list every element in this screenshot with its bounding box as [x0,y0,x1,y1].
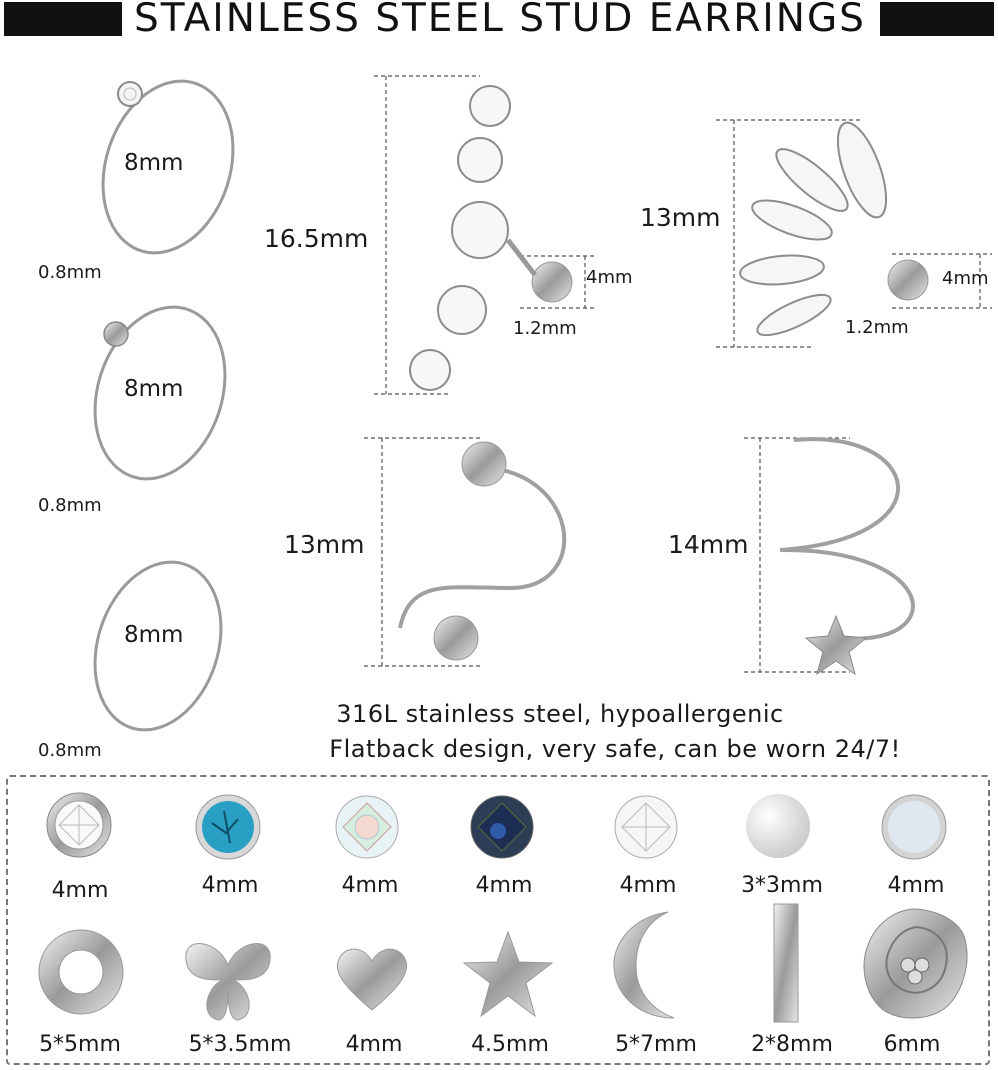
stud-4-size: 4mm [475,873,533,898]
stud-10-size: 4mm [345,1032,403,1057]
spiral-star-earring-icon [740,428,970,678]
spiral-star-height: 14mm [668,530,749,559]
hoop-1-diameter: 8mm [124,150,184,176]
hoop-2-gauge: 0.8mm [38,495,102,516]
stud-8-size: 5*5mm [39,1032,121,1057]
heart-icon [332,945,412,1015]
turquoise-icon [194,793,264,863]
dark-crystal-icon [468,793,538,863]
pearl-icon [742,790,814,862]
stud-3-size: 4mm [341,873,399,898]
stud-9-size: 5*3.5mm [188,1032,292,1057]
tagline-design: Flatback design, very safe, can be worn 24/7! [329,735,901,763]
rose-icon [858,905,974,1023]
climber-height: 16.5mm [264,224,369,253]
stud-12-size: 5*7mm [615,1032,697,1057]
bezel-crystal-icon [44,790,114,860]
header-bar-right [880,2,994,36]
stud-14-size: 6mm [883,1032,941,1057]
hoop-3-diameter: 8mm [124,622,184,648]
tagline-material: 316L stainless steel, hypoallergenic [336,700,784,728]
page-title: STAINLESS STEEL STUD EARRINGS [134,0,866,41]
hoop-1-gauge: 0.8mm [38,262,102,283]
stud-5-size: 4mm [619,873,677,898]
stud-13-size: 2*8mm [751,1032,833,1057]
leaf-climber-bar: 1.2mm [845,317,909,338]
ab-crystal-icon [333,793,403,863]
stud-7-size: 4mm [887,873,945,898]
hoop-2-diameter: 8mm [124,376,184,402]
leaf-climber-height: 13mm [640,203,721,232]
crystal-climber-earring-icon [370,70,650,400]
stud-2-size: 4mm [201,873,259,898]
leaf-climber-ball: 4mm [942,268,989,289]
moon-icon [608,908,688,1023]
hoop-earring-icon [78,556,228,746]
hoop-3-gauge: 0.8mm [38,740,102,761]
bar-icon [770,902,804,1026]
stud-1-size: 4mm [51,878,109,903]
spiral-ball-earring-icon [360,428,600,678]
spiral-ball-height: 13mm [284,530,365,559]
circle-icon [34,925,129,1020]
climber-bar: 1.2mm [513,318,577,339]
star-icon [462,930,554,1020]
header-bar-left [4,2,122,36]
butterfly-icon [178,935,278,1025]
opal-icon [880,793,950,863]
climber-ball: 4mm [586,267,633,288]
stud-11-size: 4.5mm [471,1032,549,1057]
clear-crystal-icon [612,793,682,863]
stud-6-size: 3*3mm [741,873,823,898]
